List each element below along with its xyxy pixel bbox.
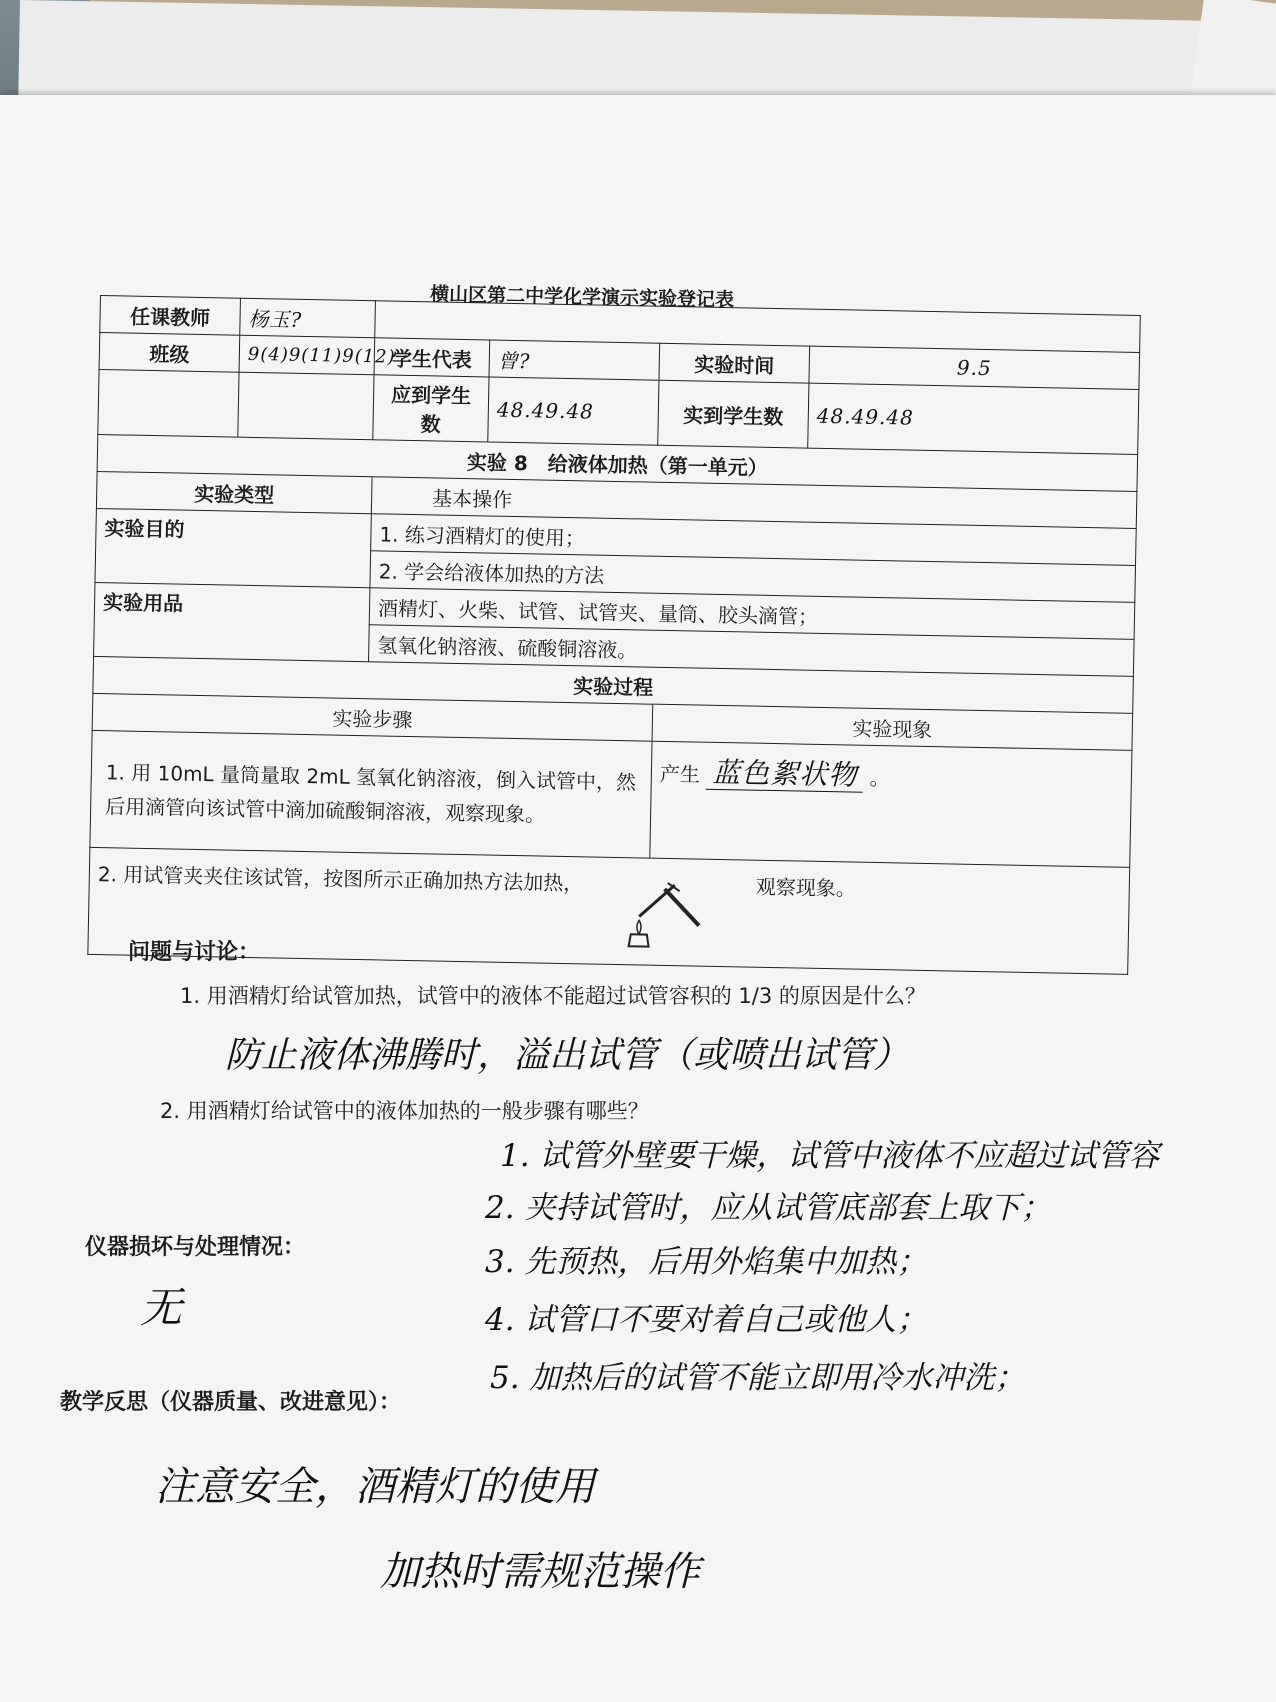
damage-heading: 仪器损坏与处理情况： (85, 1235, 306, 1260)
reflection-line-2: 加热时需规范操作 (380, 1549, 700, 1595)
answer-2-line-2: 2. 夹持试管时，应从试管底部套上取下； (485, 1190, 1052, 1226)
supplies-item-2: 氢氧化钠溶液、硫酸铜溶液。 (369, 625, 1135, 677)
reflection-line-1: 注意安全，酒精灯的使用 (155, 1464, 595, 1510)
answer-1: 防止液体沸腾时，溢出试管（或喷出试管） (225, 1035, 910, 1076)
answer-2-line-3: 3. 先预热，后用外焰集中加热； (485, 1244, 928, 1280)
answer-2-line-4: 4. 试管口不要对着自己或他人； (485, 1302, 928, 1338)
phenomenon-prefix: 产生 (659, 761, 701, 787)
purpose-item-1: 1. 练习酒精灯的使用； (371, 514, 1137, 566)
phenomenon-1 (650, 741, 1132, 867)
student-rep-label: 学生代表 (374, 338, 490, 377)
teacher-label: 任课教师 (100, 296, 241, 336)
question-2: 2. 用酒精灯给试管中的液体加热的一般步骤有哪些？ (160, 1099, 649, 1123)
answer-2-line-5: 5. 加热后的试管不能立即用冷水冲洗； (490, 1360, 1026, 1396)
time-value: 9.5 (809, 346, 1140, 389)
type-value: 基本操作 (371, 477, 1137, 529)
steps-label: 实验步骤 (92, 693, 653, 741)
discussion-heading: 问题与讨论： (128, 940, 261, 965)
answer-2-line-1: 1. 试管外壁要干燥，试管中液体不应超过试管容 (500, 1138, 1160, 1174)
expected-value: 48.49.48 (488, 377, 659, 445)
worksheet-page (0, 95, 1276, 1702)
actual-value: 48.49.48 (808, 383, 1139, 454)
table-title: 横山区第二中学化学演示实验登记表 (429, 283, 735, 312)
purpose-item-2: 2. 学会给液体加热的方法 (370, 551, 1136, 603)
supplies-label: 实验用品 (94, 582, 370, 661)
process-label: 实验过程 (93, 656, 1134, 713)
class-value: 9(4)9(11)9(12) (239, 335, 375, 375)
class-label: 班级 (99, 333, 240, 373)
actual-label: 实到学生数 (658, 380, 809, 448)
question-1: 1. 用酒精灯给试管加热，试管中的液体不能超过试管容积的 1/3 的原因是什么？ (180, 984, 926, 1008)
supplies-item-1: 酒精灯、火柴、试管、试管夹、量筒、胶头滴管； (369, 588, 1135, 640)
phenomenon-label: 实验现象 (652, 704, 1133, 750)
phenomenon-suffix: 。 (869, 765, 890, 791)
experiment-title: 实验 8 给液体加热（第一单元） (97, 434, 1138, 491)
registration-table (87, 283, 1149, 975)
time-label: 实验时间 (659, 343, 810, 383)
expected-label: 应到学生数 (373, 375, 489, 442)
student-rep-value: 曾? (489, 340, 660, 380)
step-2-end: 观察现象。 (755, 874, 857, 901)
type-label: 实验类型 (96, 471, 372, 513)
step-1: 1. 用 10mL 量筒量取 2mL 氢氧化钠溶液，倒入试管中，然后用滴管向该试管中滴加硫酸铜溶液，观察现象。 (90, 730, 652, 858)
test-tube-heating-icon (618, 876, 710, 963)
step-2-text: 2. 用试管夹夹住该试管，按图所示正确加热方法加热， (97, 862, 584, 896)
phenomenon-handwritten: 蓝色絮状物 (706, 756, 864, 793)
purpose-label: 实验目的 (95, 508, 371, 587)
teacher-value: 杨玉? (240, 298, 376, 338)
damage-answer: 无 (140, 1283, 183, 1332)
reflection-heading: 教学反思（仪器质量、改进意见）： (60, 1390, 402, 1415)
